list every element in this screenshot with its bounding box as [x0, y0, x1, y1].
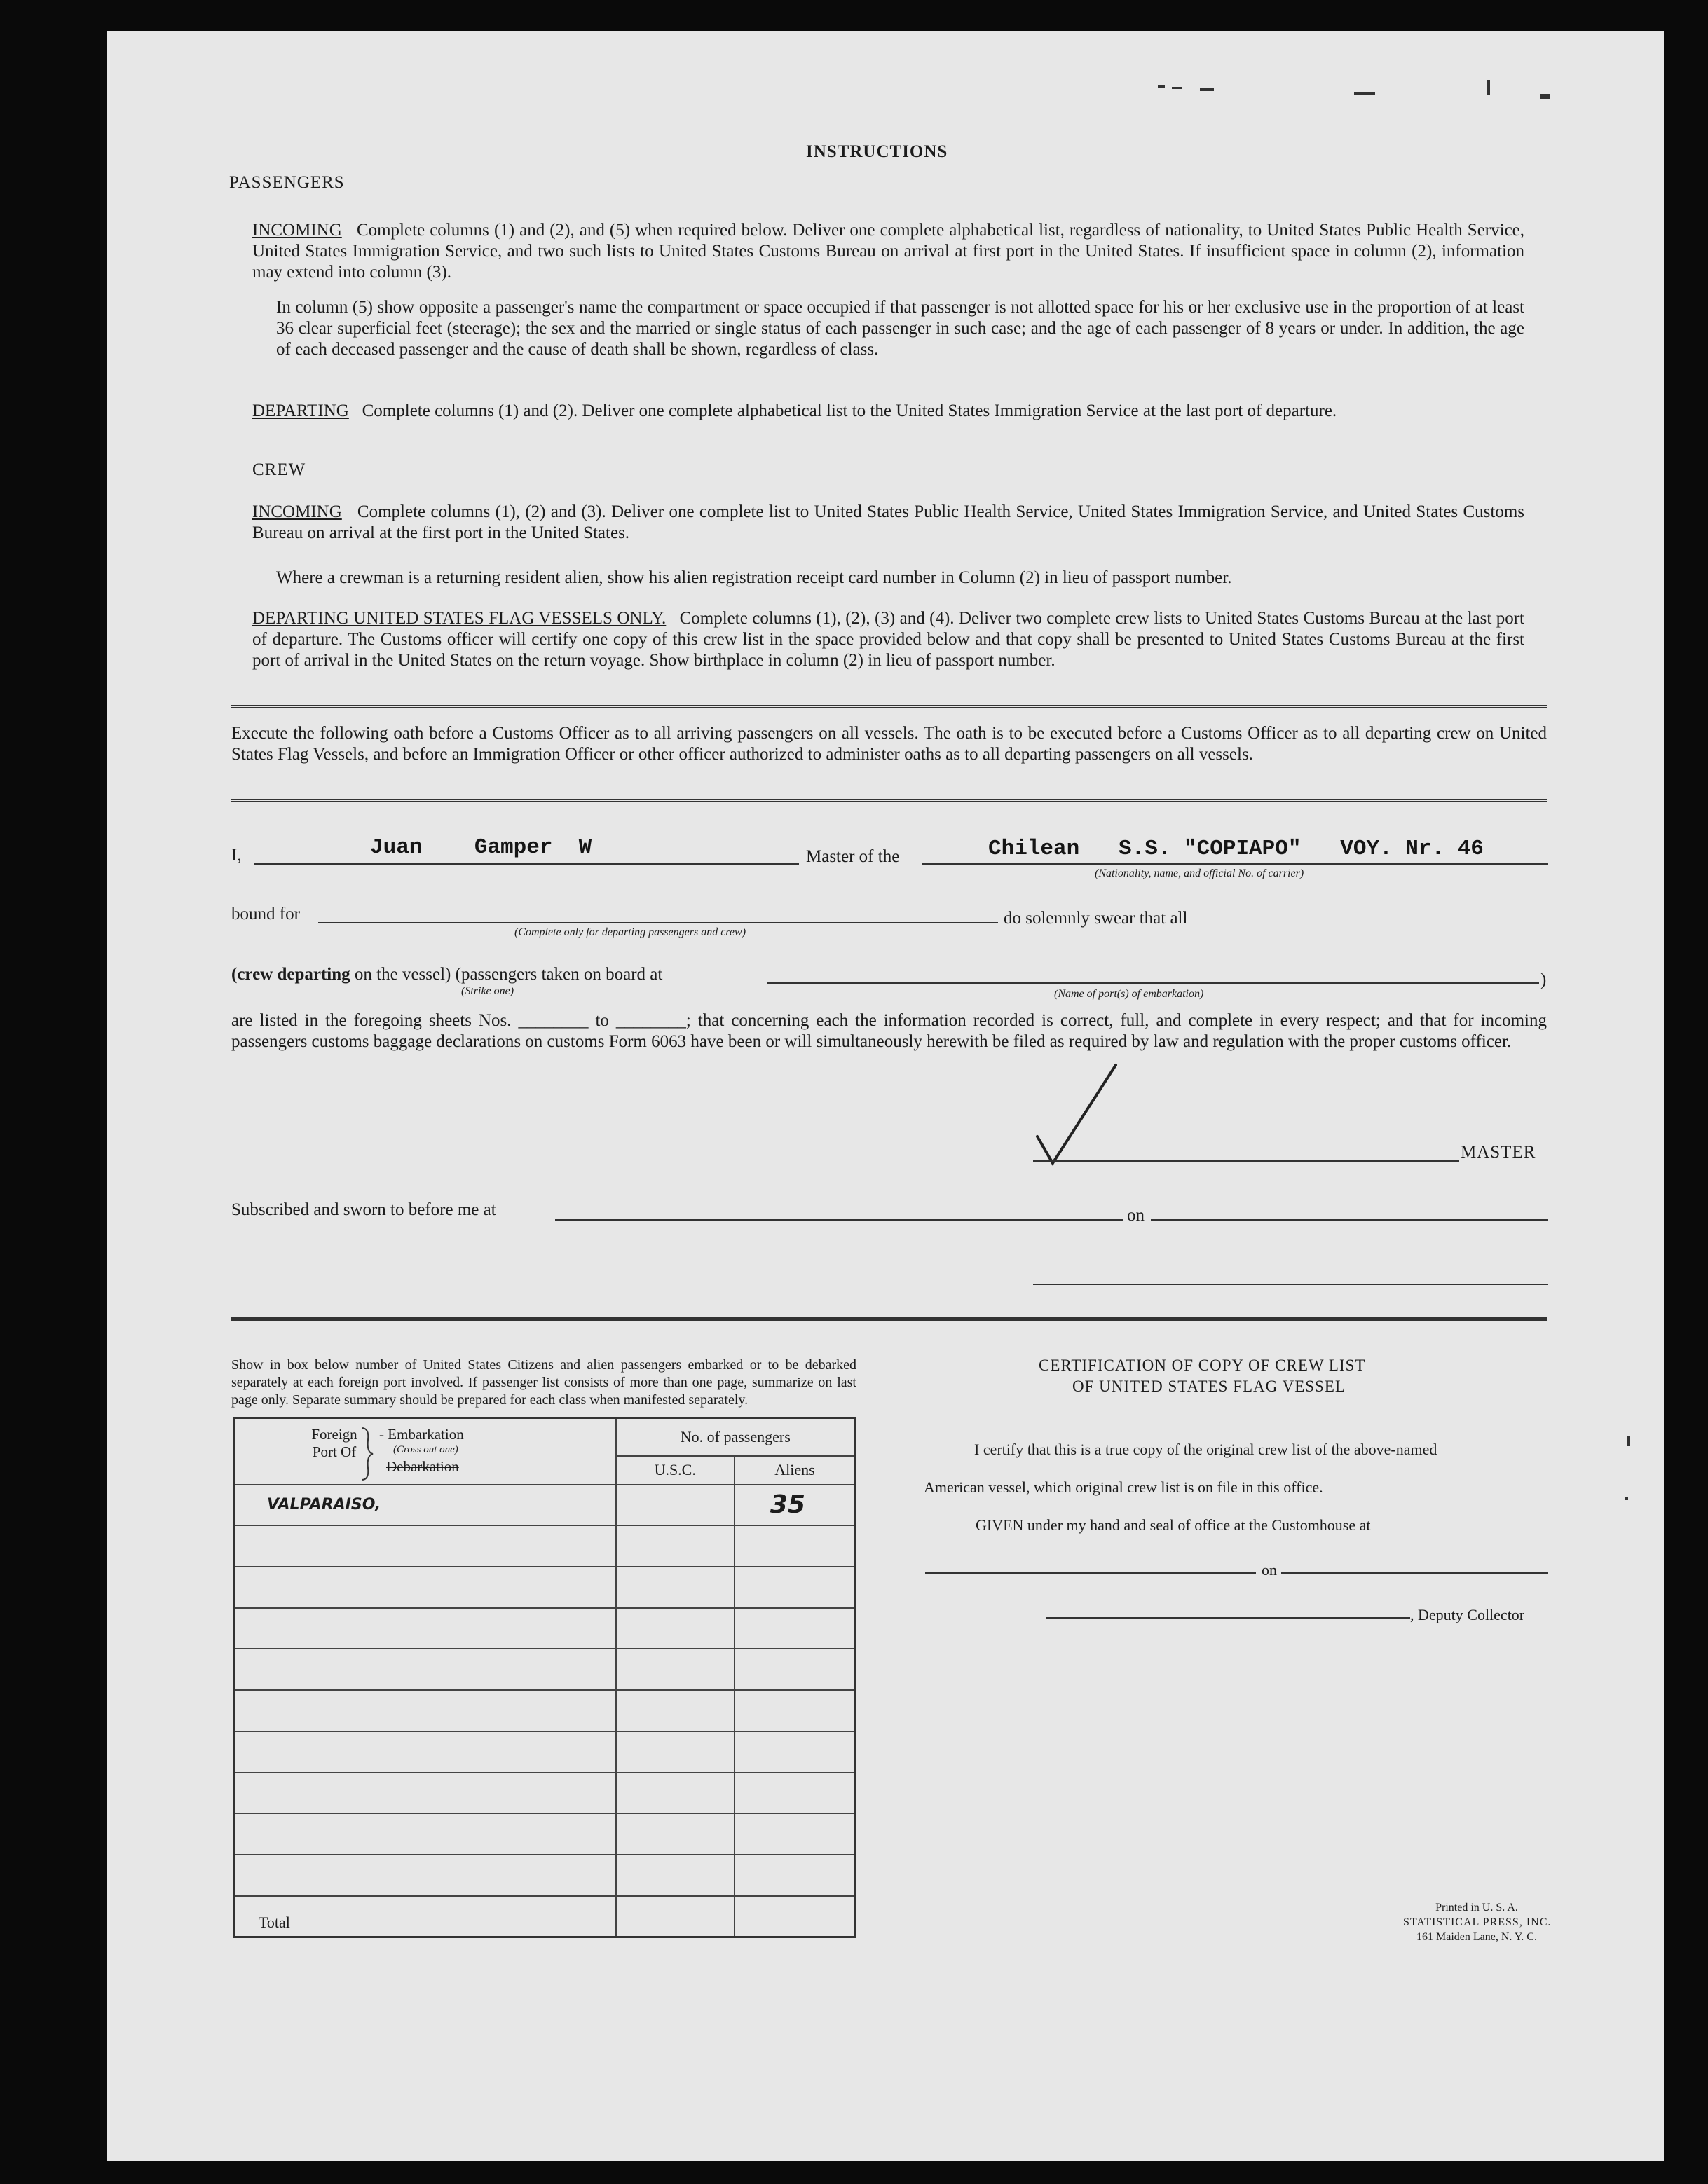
crew-departing-label: (crew departing	[231, 965, 350, 984]
usc-cell[interactable]	[616, 1649, 735, 1690]
divider	[231, 1317, 1547, 1321]
printer-line-3: 161 Maiden Lane, N. Y. C.	[1416, 1931, 1537, 1943]
usc-cell[interactable]	[616, 1773, 735, 1814]
table-row	[234, 1773, 856, 1814]
debarkation-label: Debarkation	[386, 1458, 459, 1475]
sworn-date-field[interactable]	[1151, 1219, 1548, 1221]
on-vessel-label: on the vessel) (passengers taken on board at	[354, 965, 663, 984]
aliens-cell[interactable]	[735, 1690, 856, 1731]
port-cell[interactable]	[234, 1773, 616, 1814]
table-row	[234, 1649, 856, 1690]
port-cell[interactable]	[234, 1690, 616, 1731]
usc-cell[interactable]	[616, 1608, 735, 1649]
master-signature-line[interactable]	[1033, 1160, 1459, 1162]
certification-on-label: on	[1262, 1561, 1277, 1579]
sworn-place-field[interactable]	[555, 1219, 1123, 1221]
form-page	[107, 31, 1664, 2161]
speck-mark	[1200, 88, 1214, 91]
usc-cell[interactable]	[616, 1485, 735, 1526]
table-row	[234, 1485, 856, 1526]
table-row	[234, 1813, 856, 1855]
aliens-cell[interactable]	[735, 1773, 856, 1814]
passenger-summary-table	[233, 1417, 856, 1938]
port-cell[interactable]	[234, 1813, 616, 1855]
certification-title-1: CERTIFICATION OF COPY OF CREW LIST	[1039, 1357, 1366, 1374]
table-header-row	[234, 1418, 856, 1457]
usc-total-cell[interactable]	[616, 1896, 735, 1937]
port-cell[interactable]	[234, 1855, 616, 1896]
bound-for-field[interactable]	[318, 922, 998, 923]
crew-resident-paragraph: Where a crewman is a returning resident alien, show his alien registration receipt card number in Column (2) in lieu of passport number.	[276, 568, 1232, 587]
given-line: GIVEN under my hand and seal of office at the Customhouse at	[976, 1516, 1371, 1534]
speck-mark	[1627, 1436, 1630, 1446]
total-row	[234, 1896, 856, 1937]
crew-heading: CREW	[252, 460, 306, 479]
divider	[231, 705, 1547, 708]
vessel-field[interactable]: Chilean S.S. "COPIAPO" VOY. Nr. 46	[988, 837, 1484, 861]
crew-departing-label: DEPARTING UNITED STATES FLAG VESSELS ONLY.	[252, 609, 667, 628]
usc-cell[interactable]	[616, 1567, 735, 1608]
no-passengers-header: No. of passengers	[616, 1418, 856, 1457]
table-row	[234, 1525, 856, 1567]
usc-cell[interactable]	[616, 1813, 735, 1855]
speck-mark	[1487, 80, 1490, 95]
embarkation-label: - Embarkation	[379, 1426, 464, 1443]
aliens-cell[interactable]	[735, 1855, 856, 1896]
oath-intro-paragraph: Execute the following oath before a Customs Officer as to all arriving passengers on all vessels. The oath is to be executed before a Customs Officer as to all departing crew on United States Flag Vessels, and before an Immigration Officer or other officer authorized to administer oaths as to all departing passengers on all vessels.	[231, 724, 1547, 764]
crew-departing-paragraph	[252, 608, 1524, 671]
crew-incoming-text: Complete columns (1), (2) and (3). Deliver one complete list to United States Public Health Service, United States Immigration Service, and United States Customs Bureau on arrival at the first port in the United States.	[252, 502, 1524, 542]
master-name-field[interactable]: Juan Gamper W	[370, 835, 592, 860]
table-row	[234, 1690, 856, 1731]
aliens-cell[interactable]	[735, 1649, 856, 1690]
incoming-text: Complete columns (1) and (2), and (5) when required below. Deliver one complete alphabetical list, regardless of nationality, to United States Public Health Service, United States Immigration Service, and two such lists to United States Customs Bureau on arrival at first port in the United States. If insufficient space in column (2), information may extend into column (3).	[252, 221, 1525, 282]
column5-paragraph: In column (5) show opposite a passenger's name the compartment or space occupied if that passenger is not allotted space for his or her exclusive use in the proportion of at least 36 clear superficial feet (steerage); the sex and the married or single status of each passenger in such case; and the age of each passenger of 8 years or under. In addition, the age of each deceased passenger and the cause of death shall be shown, regardless of class.	[276, 298, 1524, 359]
aliens-cell[interactable]: 35	[735, 1485, 856, 1526]
embarkation-ports-field[interactable]	[767, 982, 1539, 984]
aliens-total-cell[interactable]	[735, 1896, 856, 1937]
speck-mark	[1540, 94, 1550, 99]
speck-mark	[1172, 87, 1182, 89]
master-of-label: Master of the	[806, 847, 900, 866]
swear-label: do solemnly swear that all	[1004, 909, 1188, 928]
table-row	[234, 1731, 856, 1773]
brace-icon	[360, 1426, 375, 1482]
certification-date-field[interactable]	[1281, 1572, 1548, 1574]
port-cell[interactable]	[234, 1731, 616, 1773]
aliens-cell[interactable]	[735, 1813, 856, 1855]
certify-line-2: American vessel, which original crew list is on file in this office.	[924, 1478, 1323, 1496]
checkmark-icon	[1032, 1058, 1123, 1167]
incoming-label: INCOMING	[252, 221, 342, 240]
ports-caption: (Name of port(s) of embarkation)	[1054, 988, 1204, 1000]
strike-caption: (Strike one)	[461, 985, 514, 997]
subscribed-label: Subscribed and sworn to before me at	[231, 1200, 496, 1219]
crew-incoming-paragraph	[252, 502, 1524, 544]
certify-line-1: I certify that this is a true copy of the original crew list of the above-named	[974, 1441, 1437, 1458]
total-label: Total	[234, 1896, 616, 1937]
usc-cell[interactable]	[616, 1731, 735, 1773]
listed-paragraph: are listed in the foregoing sheets Nos. ________ to ________; that concerning each the information recorded is correct, full, and complete in every respect; and that for incoming passengers customs baggage declarations on customs Form 6063 have been or will simultaneously herewith be filed as required by law and regulation with the proper customs officer.	[231, 1011, 1547, 1051]
port-cell[interactable]: VALPARAISO,	[234, 1485, 616, 1526]
page-title: INSTRUCTIONS	[806, 142, 948, 161]
printer-line-1: Printed in U. S. A.	[1435, 1902, 1518, 1914]
i-label: I,	[231, 846, 242, 865]
foreign-port-header	[234, 1418, 616, 1485]
cross-out-caption: (Cross out one)	[393, 1444, 458, 1455]
port-cell[interactable]	[234, 1525, 616, 1567]
close-paren: )	[1540, 970, 1547, 989]
divider	[231, 799, 1547, 802]
aliens-header: Aliens	[735, 1456, 856, 1484]
speck-mark	[1354, 92, 1375, 95]
passengers-departing-paragraph	[252, 401, 1524, 422]
aliens-cell[interactable]	[735, 1608, 856, 1649]
foreign-port-label: Foreign Port Of	[311, 1426, 357, 1460]
speck-mark	[1625, 1497, 1628, 1500]
departing-label: DEPARTING	[252, 401, 349, 420]
aliens-cell[interactable]	[735, 1525, 856, 1567]
port-cell[interactable]	[234, 1567, 616, 1608]
passengers-incoming-paragraph	[252, 220, 1524, 283]
speck-mark	[1158, 85, 1165, 88]
crew-incoming-label: INCOMING	[252, 502, 342, 521]
departing-text: Complete columns (1) and (2). Deliver one complete alphabetical list to the United States Immigration Service at the last port of departure.	[362, 401, 1337, 420]
vessel-line	[922, 863, 1548, 865]
master-label: MASTER	[1461, 1143, 1536, 1162]
officer-signature-line[interactable]	[1033, 1284, 1548, 1285]
table-row	[234, 1855, 856, 1896]
deputy-collector-label: , Deputy Collector	[1410, 1606, 1525, 1623]
master-name-line	[254, 863, 799, 865]
table-row	[234, 1608, 856, 1649]
printer-line-2: STATISTICAL PRESS, INC.	[1403, 1916, 1552, 1928]
bound-for-label: bound for	[231, 905, 300, 923]
table-row	[234, 1567, 856, 1608]
crew-departing-text: Complete columns (1), (2), (3) and (4). Deliver two complete crew lists to United States Customs Bureau at the last port of departure. The Customs officer will certify one copy of this crew list in the space provided below and that copy shall be presented to United States Customs Bureau at the first port of arrival in the United States on the return voyage. Show birthplace in column (2) in lieu of passport number.	[252, 609, 1524, 670]
deputy-collector-signature-field[interactable]	[1046, 1617, 1410, 1619]
customhouse-place-field[interactable]	[925, 1572, 1256, 1574]
usc-cell[interactable]	[616, 1855, 735, 1896]
port-cell[interactable]	[234, 1649, 616, 1690]
aliens-cell[interactable]	[735, 1567, 856, 1608]
printer-imprint	[1403, 1900, 1550, 1944]
summary-instructions: Show in box below number of United States Citizens and alien passengers embarked or to be debarked separately at each foreign port involved. If passenger list consists of more than one page, summarize on last page only. Separate summary should be prepared for each class when manifested separately.	[231, 1357, 856, 1408]
usc-cell[interactable]	[616, 1525, 735, 1567]
sworn-on-label: on	[1127, 1206, 1145, 1225]
vessel-caption: (Nationality, name, and official No. of carrier)	[1095, 867, 1304, 879]
crew-departing-option	[231, 964, 662, 985]
bound-for-caption: (Complete only for departing passengers and crew)	[514, 926, 746, 938]
passengers-heading: PASSENGERS	[229, 173, 345, 192]
usc-header: U.S.C.	[616, 1456, 735, 1484]
certification-title-2: OF UNITED STATES FLAG VESSEL	[1072, 1378, 1346, 1395]
aliens-cell[interactable]	[735, 1731, 856, 1773]
port-cell[interactable]	[234, 1608, 616, 1649]
usc-cell[interactable]	[616, 1690, 735, 1731]
